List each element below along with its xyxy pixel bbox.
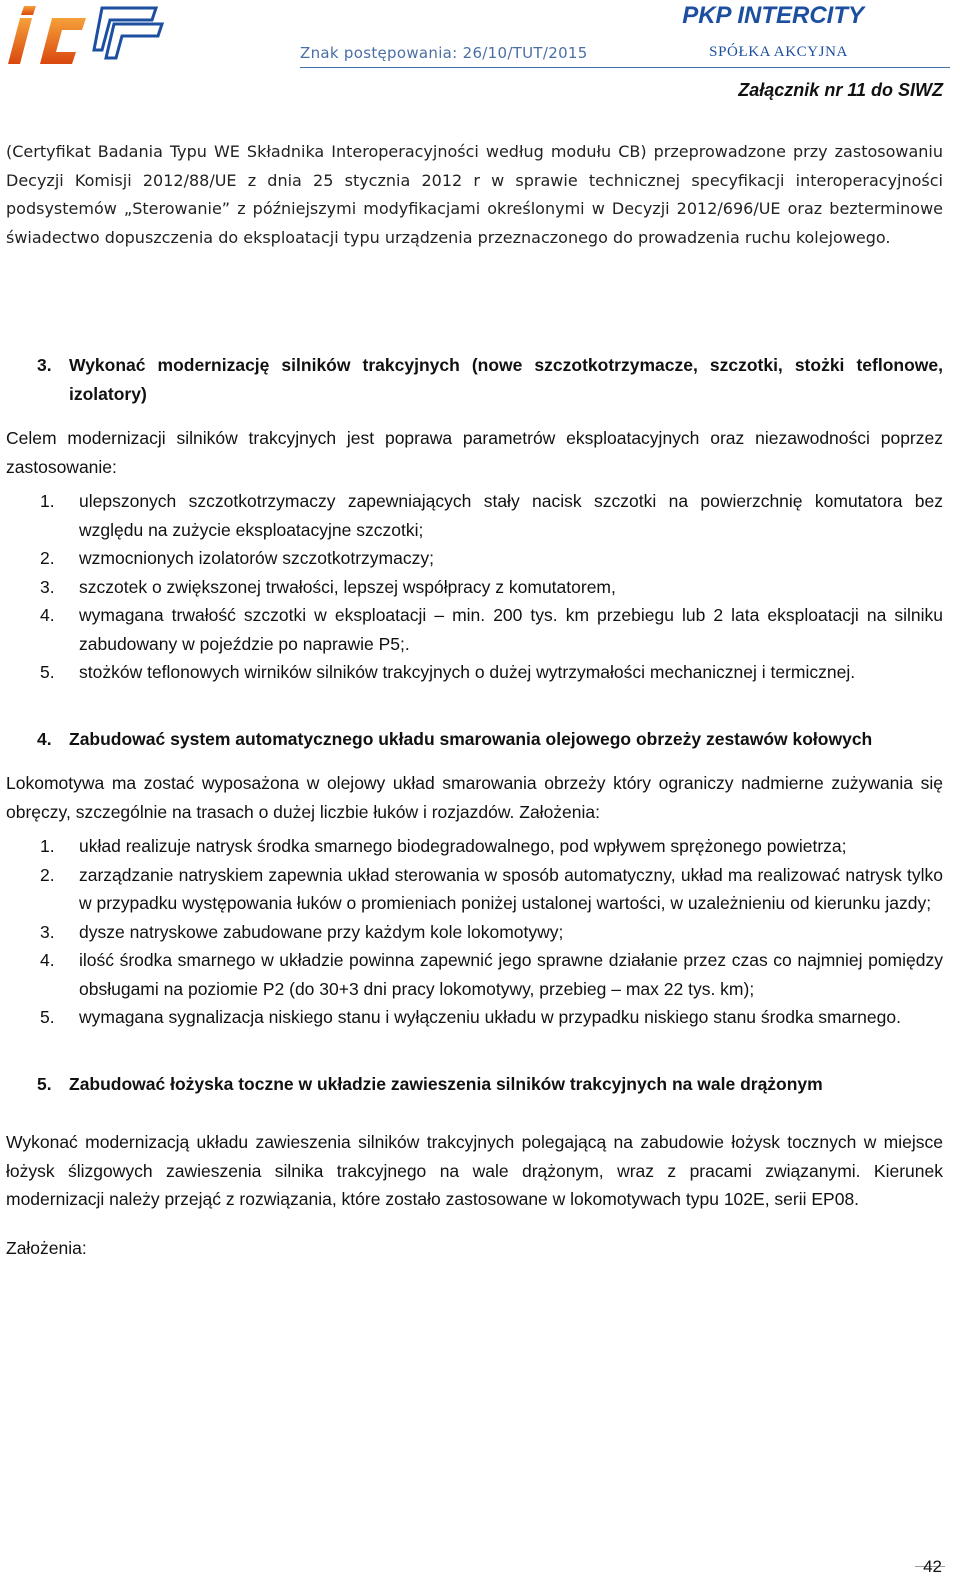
page-header [0,0,960,100]
section-number: 3. [37,355,52,375]
annex-label: Załącznik nr 11 do SIWZ [738,80,943,100]
section-4-heading [6,725,943,754]
brand-subtitle: SPÓŁKA AKCYJNA [709,44,848,60]
section-title: Zabudować system automatycznego układu smarowania olejowego obrzeży zestawów kołowych [69,728,873,749]
section-title: Wykonać modernizację silników trakcyjnych (nowe szczotkotrzymacze, szczotki, stożki teflonowe, izolatory) [69,355,943,404]
page-number: 42 [923,1557,942,1576]
header-divider [300,67,950,68]
section-4-intro: Lokomotywa ma zostać wyposażona w olejowy układ smarowania obrzeży który ograniczy nadmierne zużywania się obręczy, szczególnie na trasach o dużej liczbie łuków i rozjazdów. Założenia: [6,773,943,822]
section-5-heading [6,1070,943,1099]
procurement-reference: Znak postępowania: 26/10/TUT/2015 [300,44,588,62]
section-title: Zabudować łożyska toczne w układzie zawieszenia silników trakcyjnych na wale drążonym [69,1073,823,1094]
brand-name: PKP INTERCITY [682,2,864,29]
section-4-list [6,832,943,1032]
section-3-intro: Celem modernizacji silników trakcyjnych jest poprawa parametrów eksploatacyjnych oraz niezawodności poprzez zastosowanie: [6,428,943,477]
section-5-intro: Wykonać modernizacją układu zawieszenia silników trakcyjnych polegającą na zabudowie łożysk tocznych w miejsce łożysk ślizgowych zawieszenia silnika trakcyjnego na wale drążonym, wraz z pracami związanymi. Kierunek modernizacji należy przejąć z rozwiązania, które zostało zastosowane w lokomotywach typu 102E, serii EP08. [6,1132,943,1209]
section-number: 5. [37,1073,52,1094]
document-body [6,138,943,1262]
section-number: 4. [37,728,52,749]
list-item: 3. dysze natryskowe zabudowane przy każdym kole lokomotywy; [40,921,564,942]
assumptions-label: Założenia: [6,1237,87,1258]
list-item: 5. stożków teflonowych wirników silników trakcyjnych o dużej wytrzymałości mechanicznej i termicznej. [40,662,856,682]
section-3-heading [6,351,943,408]
section-3-list [6,487,943,687]
list-item: 1. układ realizuje natrysk środka smarnego biodegradowalnego, pod wpływem sprężonego powietrza; [40,836,847,856]
intro-paragraph: (Certyfikat Badania Typu WE Składnika Interoperacyjności według modułu CB) przeprowadzone przy zastosowaniu Decyzji Komisji 2012/88/UE z dnia 25 stycznia 2012 r w sprawie technicznej specyfikacji interoperacyjności podsystemów „Sterowanie” z późniejszymi modyfikacjami określonymi w Decyzji 2012/696/UE oraz bezterminowe świadectwo dopuszczenia do eksploatacji typu urządzenia przeznaczonego do prowadzenia ruchu kolejowego. [6,142,943,247]
list-item: 5. wymagana sygnalizacja niskiego stanu i wyłączeniu układu w przypadku niskiego stanu środka smarnego. [40,1007,901,1027]
intercity-logo-icon [6,4,166,71]
list-item: 2. zarządzanie natryskiem zapewnia układ sterowania w sposób automatyczny, układ ma realizować natrysk tylko w przypadku występowania łuków o promieniach poniżej ustalonej wartości, w uzależnieniu od kierunku jazdy; [40,864,943,913]
list-item: 4. wymagana trwałość szczotki w eksploatacji – min. 200 tys. km przebiegu lub 2 lata eksploatacji na silniku zabudowany w pojeździe po naprawie P5;. [40,605,943,654]
list-item: 1. ulepszonych szczotkotrzymaczy zapewniających stały nacisk szczotki na powierzchnię komutatora bez względu na zużycie eksploatacyjne szczotki; [40,491,943,540]
list-item: 4. ilość środka smarnego w układzie powinna zapewnić jego sprawne działanie przez czas co najmniej pomiędzy obsługami na poziomie P2 (do 30+3 dni pracy lokomotywy, przebieg – max 22 tys. km); [40,950,943,999]
list-item: 3. szczotek o zwiększonej trwałości, lepszej współpracy z komutatorem, [40,576,616,597]
list-item: 2. wzmocnionych izolatorów szczotkotrzymaczy; [40,548,434,568]
